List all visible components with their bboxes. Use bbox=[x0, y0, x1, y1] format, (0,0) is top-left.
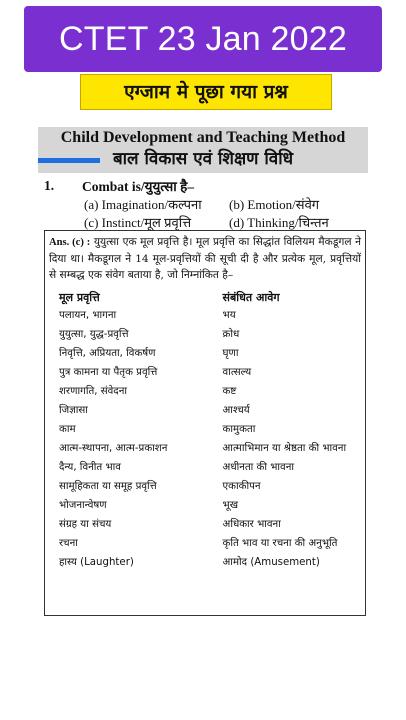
instinct-cell: निवृत्ति, अप्रियता, विकर्षण bbox=[59, 348, 156, 359]
emotion-cell: वात्सल्य bbox=[222, 367, 252, 378]
instinct-cell: युयुत्सा, युद्ध-प्रवृत्ति bbox=[59, 329, 129, 340]
instinct-cell: शरणागति, संवेदना bbox=[59, 386, 128, 397]
option-c: (c) Instinct/मूल प्रवृत्ति bbox=[84, 215, 192, 230]
option-b: (b) Emotion/संवेग bbox=[229, 197, 320, 212]
instinct-cell: पलायन, भागना bbox=[59, 310, 117, 321]
question-block bbox=[44, 176, 374, 232]
table-row bbox=[59, 459, 361, 478]
accent-bar bbox=[38, 158, 100, 163]
emotion-cell: क्रोध bbox=[222, 329, 240, 340]
instinct-cell: सामूहिकता या समूह प्रवृत्ति bbox=[59, 481, 157, 492]
emotion-cell: कामुकता bbox=[222, 424, 256, 435]
table-row bbox=[59, 402, 361, 421]
instinct-cell: भोजनान्वेषण bbox=[59, 500, 107, 511]
exam-question-label: एग्जाम मे पूछा गया प्रश्न bbox=[80, 74, 332, 110]
emotion-cell: अधीनता की भावना bbox=[222, 462, 295, 473]
option-d: (d) Thinking/चिन्तन bbox=[229, 215, 329, 230]
instinct-cell: संग्रह या संचय bbox=[59, 519, 112, 530]
emotion-cell: भय bbox=[222, 310, 236, 321]
emotion-cell: कृति भाव या रचना की अनुभूति bbox=[222, 538, 338, 549]
answer-box bbox=[44, 230, 366, 616]
table-row bbox=[59, 307, 361, 326]
emotion-cell: अधिकार भावना bbox=[222, 519, 281, 530]
table-header-row bbox=[59, 288, 361, 307]
emotion-cell: आत्माभिमान या श्रेष्ठता की भावना bbox=[222, 443, 347, 454]
section-title-hindi: बाल विकास एवं शिक्षण विधि bbox=[112, 149, 294, 169]
section-title-english: Child Development and Teaching Method bbox=[60, 129, 346, 146]
instinct-cell: पुत्र कामना या पैतृक प्रवृत्ति bbox=[59, 367, 158, 378]
instinct-cell: काम bbox=[59, 424, 76, 435]
table-row bbox=[59, 516, 361, 535]
answer-body: युयुत्सा एक मूल प्रवृत्ति है। मूल प्रवृत्ति का सिद्धांत विलियम मैकडूगल ने दिया था। मैकडूगल ने 14 मूल-प्रवृत्तियों की सूची दी है और प्रत्येक मूल, प्रवृत्तियों से सम्बद्ध एक संवेग बताया है, जो निम्नांकित है– bbox=[49, 236, 361, 281]
table-row bbox=[59, 535, 361, 554]
column-header-instinct: मूल प्रवृत्ति bbox=[59, 291, 100, 304]
instinct-cell: आत्म-स्थापना, आत्म-प्रकाशन bbox=[59, 443, 168, 454]
emotion-cell: एकाकीपन bbox=[222, 481, 261, 492]
instinct-cell: दैन्य, विनीत भाव bbox=[59, 462, 121, 473]
emotion-cell: घृणा bbox=[222, 348, 239, 359]
question-text: Combat is/युयुत्सा है– bbox=[82, 178, 195, 194]
instinct-cell: हास्य (Laughter) bbox=[59, 557, 134, 568]
table-body bbox=[59, 307, 361, 573]
emotion-cell: कष्ट bbox=[222, 386, 237, 397]
table-row bbox=[59, 554, 361, 573]
table-row bbox=[59, 345, 361, 364]
options-list bbox=[44, 196, 374, 232]
emotion-cell: आश्चर्य bbox=[222, 405, 250, 416]
emotion-cell: भूख bbox=[222, 500, 239, 511]
instinct-cell: जिज्ञासा bbox=[59, 405, 88, 416]
table-row bbox=[59, 497, 361, 516]
column-header-emotion: संबंधित आवेग bbox=[222, 291, 280, 304]
answer-explanation bbox=[49, 234, 361, 283]
emotion-cell: आमोद (Amusement) bbox=[222, 557, 320, 568]
table-row bbox=[59, 421, 361, 440]
question-number: 1. bbox=[44, 177, 55, 193]
option-a: (a) Imagination/कल्पना bbox=[84, 197, 202, 212]
table-row bbox=[59, 326, 361, 345]
table-row bbox=[59, 383, 361, 402]
instinct-emotion-table bbox=[59, 288, 361, 573]
answer-label: Ans. (c) : bbox=[49, 237, 91, 248]
section-header bbox=[38, 127, 368, 173]
table-row bbox=[59, 478, 361, 497]
title-banner: CTET 23 Jan 2022 bbox=[24, 6, 382, 72]
table-row bbox=[59, 364, 361, 383]
instinct-cell: रचना bbox=[59, 538, 78, 549]
table-row bbox=[59, 440, 361, 459]
